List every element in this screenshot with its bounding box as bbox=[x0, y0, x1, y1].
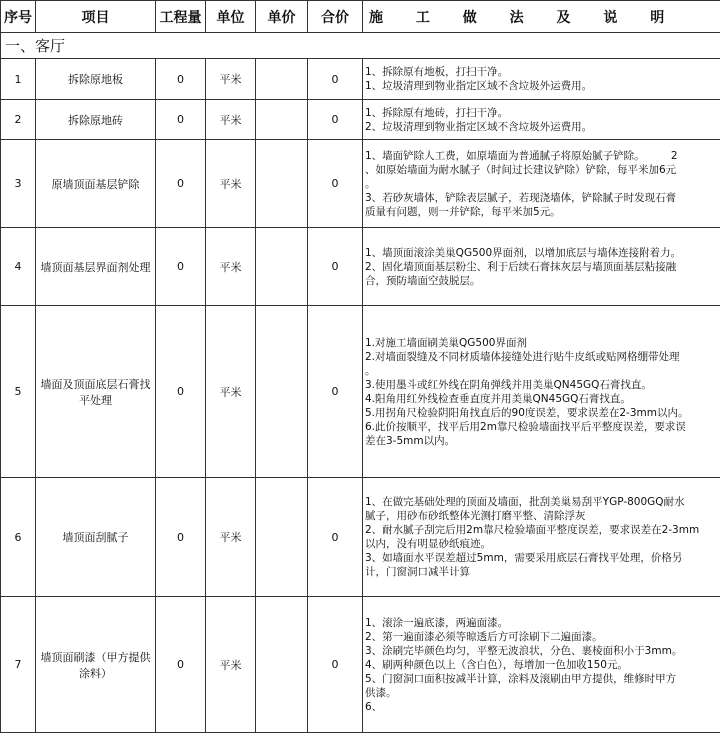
table-row bbox=[1, 59, 720, 100]
cell-price bbox=[256, 478, 308, 597]
column-header: 单位 bbox=[206, 1, 256, 33]
desc-line: 。 bbox=[365, 364, 376, 377]
column-header: 合价 bbox=[308, 1, 363, 33]
cell-total: 0 bbox=[308, 306, 363, 478]
table-row bbox=[1, 597, 720, 733]
cell-qty: 0 bbox=[156, 59, 206, 100]
cell-qty: 0 bbox=[156, 140, 206, 228]
cell-price bbox=[256, 306, 308, 478]
cell-item: 拆除原地砖 bbox=[36, 100, 156, 140]
desc-line: 3.使用墨斗或红外线在阴角弹线并用美巢QN45GQ石膏找直。 bbox=[365, 378, 652, 391]
cell-price bbox=[256, 100, 308, 140]
cell-no: 4 bbox=[1, 228, 36, 306]
desc-line: 、如原始墙面为耐水腻子（时间过长建议铲除）铲除，每平米加6元 bbox=[365, 163, 677, 176]
desc-line: 1、拆除原有地板，打扫干净。 bbox=[365, 66, 509, 78]
cell-item: 墙面及顶面底层石膏找平处理 bbox=[36, 306, 156, 478]
desc-line: 供漆。 bbox=[365, 686, 397, 699]
desc-line: 2、耐水腻子刮完后用2m靠尺检验墙面平整度误差，要求误差在2-3mm bbox=[365, 524, 700, 536]
desc-line: 以内，没有明显砂纸痕迹。 bbox=[365, 538, 491, 550]
desc-line: 3、如墙面水平误差超过5mm，需要采用底层石膏找平处理，价格另 bbox=[365, 552, 683, 564]
desc-line: 1、拆除原有地砖，打扫干净。 bbox=[365, 106, 509, 119]
desc-line: 1、垃圾清理到物业指定区域不含垃圾外运费用。 bbox=[365, 80, 593, 92]
cell-unit: 平米 bbox=[206, 306, 256, 478]
cell-no: 7 bbox=[1, 597, 36, 733]
desc-line: 1、在做完基础处理的顶面及墙面，批刮美巢易刮平YGP-800GQ耐水 bbox=[365, 496, 685, 508]
column-header: 项目 bbox=[36, 1, 156, 33]
cell-total: 0 bbox=[308, 100, 363, 140]
desc-line: 2、第一遍面漆必须等晾透后方可涂刷下二遍面漆。 bbox=[365, 630, 603, 643]
desc-line: 合，预防墙面空鼓脱层。 bbox=[365, 274, 481, 287]
cell-unit: 平米 bbox=[206, 228, 256, 306]
section-row bbox=[1, 33, 720, 59]
desc-line: 质量有问题，则一并铲除，每平米加5元。 bbox=[365, 205, 561, 218]
cell-qty: 0 bbox=[156, 100, 206, 140]
table-row bbox=[1, 228, 720, 306]
cell-unit: 平米 bbox=[206, 59, 256, 100]
cell-no: 3 bbox=[1, 140, 36, 228]
header-row bbox=[1, 1, 720, 33]
desc-line: 4.阳角用红外线检查垂直度并用美巢QN45GQ石膏找直。 bbox=[365, 392, 631, 405]
desc-line: 差在3-5mm以内。 bbox=[365, 434, 456, 447]
cell-price bbox=[256, 59, 308, 100]
desc-line: 计，门窗洞口减半计算 bbox=[365, 566, 470, 578]
desc-line: 6.此价按顺平，找平后用2m靠尺检验墙面找平后平整度误差，要求误 bbox=[365, 420, 686, 433]
desc-line: 1、墙顶面滚涂美巢QG500界面剂，以增加底层与墙体连接附着力。 bbox=[365, 246, 682, 259]
cell-item: 墙顶面刷漆（甲方提供涂料） bbox=[36, 597, 156, 733]
cell-no: 6 bbox=[1, 478, 36, 597]
cell-total: 0 bbox=[308, 478, 363, 597]
cell-total: 0 bbox=[308, 597, 363, 733]
cell-desc bbox=[363, 100, 720, 140]
desc-line: 1、墙面铲除人工费，如原墙面为普通腻子将原始腻子铲除。 2 bbox=[365, 149, 678, 162]
cell-no: 2 bbox=[1, 100, 36, 140]
table-row bbox=[1, 140, 720, 228]
column-header: 序号 bbox=[1, 1, 36, 33]
cell-total: 0 bbox=[308, 228, 363, 306]
cell-desc bbox=[363, 597, 720, 733]
cell-price bbox=[256, 140, 308, 228]
section-title: 一、客厅 bbox=[1, 33, 720, 59]
cell-desc bbox=[363, 140, 720, 228]
desc-line: 6、 bbox=[365, 700, 383, 713]
cell-item: 原墙顶面基层铲除 bbox=[36, 140, 156, 228]
cell-price bbox=[256, 597, 308, 733]
cell-no: 1 bbox=[1, 59, 36, 100]
cell-item: 墙顶面刮腻子 bbox=[36, 478, 156, 597]
desc-line: 3、若砂灰墙体，铲除表层腻子，若现浇墙体，铲除腻子时发现石膏 bbox=[365, 191, 677, 204]
cell-desc bbox=[363, 478, 720, 597]
cell-unit: 平米 bbox=[206, 100, 256, 140]
desc-line: 1.对施工墙面刷美巢QG500界面剂 bbox=[365, 336, 527, 349]
table-row bbox=[1, 478, 720, 597]
cell-desc bbox=[363, 228, 720, 306]
cell-unit: 平米 bbox=[206, 140, 256, 228]
desc-line: 5、门窗洞口面积按减半计算，涂料及滚刷由甲方提供，维修时甲方 bbox=[365, 672, 677, 685]
desc-line: 4、刷两种颜色以上（含白色），每增加一色加收150元。 bbox=[365, 658, 628, 671]
cell-no: 5 bbox=[1, 306, 36, 478]
cell-item: 拆除原地板 bbox=[36, 59, 156, 100]
desc-line: 2、固化墙顶面基层粉尘、利于后续石膏抹灰层与墙顶面基层粘接融 bbox=[365, 260, 677, 273]
column-header: 工程量 bbox=[156, 1, 206, 33]
cell-qty: 0 bbox=[156, 228, 206, 306]
desc-line: 2、垃圾清理到物业指定区域不含垃圾外运费用。 bbox=[365, 120, 593, 133]
cell-desc bbox=[363, 306, 720, 478]
cell-item: 墙顶面基层界面剂处理 bbox=[36, 228, 156, 306]
desc-line: 3、涂刷完毕颜色均匀，平整无波浪状，分色、裹棱面积小于3mm。 bbox=[365, 644, 683, 657]
cell-price bbox=[256, 228, 308, 306]
cell-unit: 平米 bbox=[206, 597, 256, 733]
cell-qty: 0 bbox=[156, 597, 206, 733]
table-row bbox=[1, 100, 720, 140]
desc-line: 腻子，用砂布砂纸整体光测打磨平整、清除浮灰 bbox=[365, 510, 586, 522]
cell-qty: 0 bbox=[156, 306, 206, 478]
desc-line: 1、滚涂一遍底漆，两遍面漆。 bbox=[365, 616, 509, 629]
cell-total: 0 bbox=[308, 140, 363, 228]
desc-line: 。 bbox=[365, 177, 376, 190]
cell-qty: 0 bbox=[156, 478, 206, 597]
cell-total: 0 bbox=[308, 59, 363, 100]
desc-line: 2.对墙面裂缝及不同材质墙体接缝处进行贴牛皮纸或贴网格绷带处理 bbox=[365, 350, 680, 363]
table-row bbox=[1, 306, 720, 478]
desc-line: 5.用拐角尺检验阴阳角找直后的90度误差，要求误差在2-3mm以内。 bbox=[365, 406, 689, 419]
cell-unit: 平米 bbox=[206, 478, 256, 597]
cell-desc bbox=[363, 59, 720, 100]
column-header: 施 工 做 法 及 说 明 bbox=[363, 1, 720, 33]
column-header: 单价 bbox=[256, 1, 308, 33]
